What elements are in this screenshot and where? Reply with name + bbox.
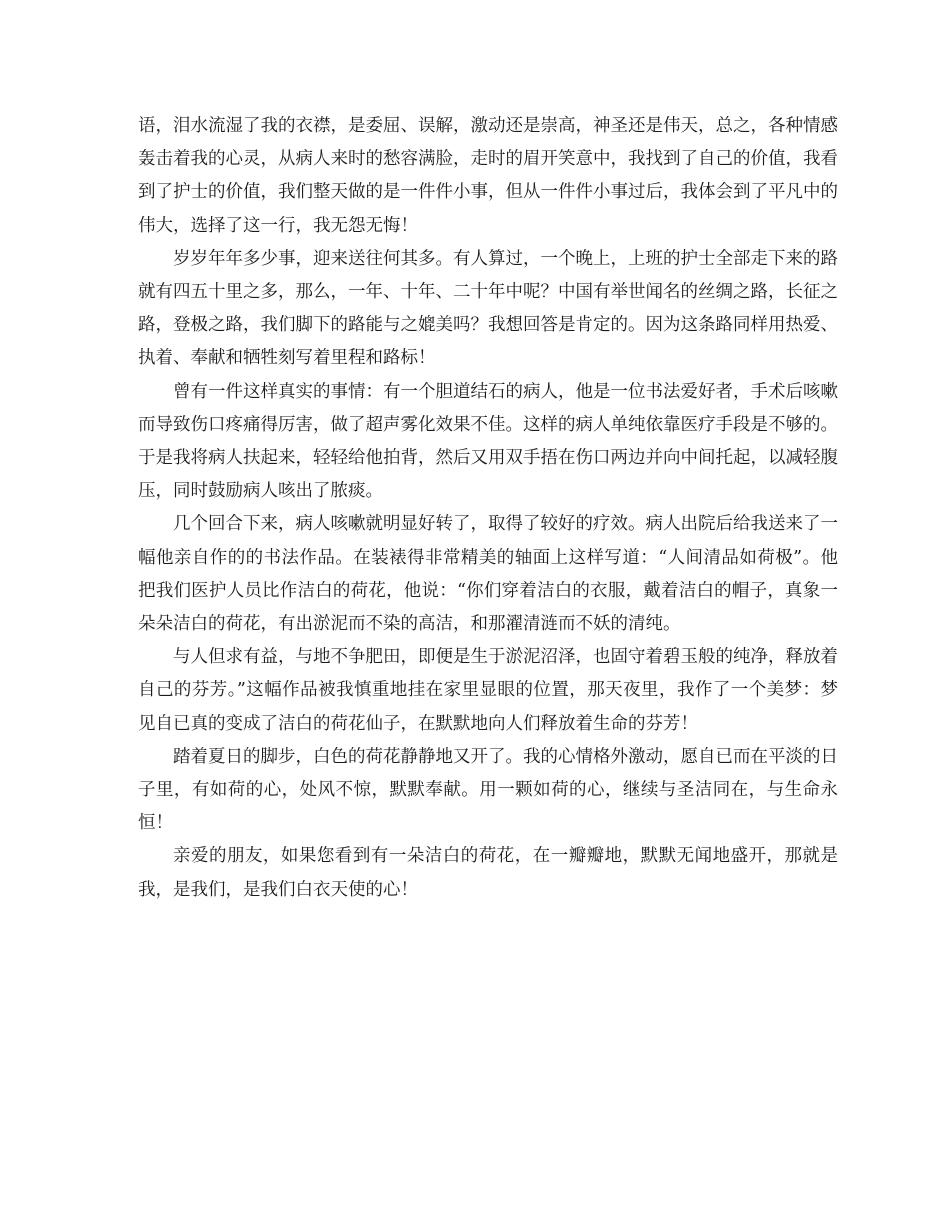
paragraph-6: 踏着夏日的脚步，白色的荷花静静地又开了。我的心情格外激动，愿自已而在平淡的日子里，有如荷的心，处风不惊，默默奉献。用一颗如荷的心，继续与圣洁同在，与生命永恒！ — [138, 746, 838, 834]
paragraph-7: 亲爱的朋友，如果您看到有一朵洁白的荷花，在一瓣瓣地，默默无闻地盛开，那就是我，是我们，是我们白衣天使的心！ — [138, 846, 838, 900]
paragraph-2: 岁岁年年多少事，迎来送往何其多。有人算过，一个晚上，上班的护士全部走下来的路就有四五十里之多，那么，一年、十年、二十年中呢？中国有举世闻名的丝绸之路，长征之路，登极之路，我们脚下的路能与之媲美吗？我想回答是肯定的。因为这条路同样用热爱、执着、奉献和牺牲刻写着里程和路标！ — [138, 248, 838, 369]
paragraph-1: 语，泪水流湿了我的衣襟，是委屈、误解，激动还是崇高，神圣还是伟天，总之，各种情感轰击着我的心灵，从病人来时的愁容满脸，走时的眉开笑意中，我找到了自己的价值，我看到了护士的价值，我们整天做的是一件件小事，但从一件件小事过后，我体会到了平凡中的伟大，选择了这一行，我无怨无悔！ — [138, 116, 838, 236]
paragraph-3: 曾有一件这样真实的事情：有一个胆道结石的病人，他是一位书法爱好者，手术后咳嗽而导致伤口疼痛得厉害，做了超声雾化效果不佳。这样的病人单纯依靠医疗手段是不够的。于是我将病人扶起来，轻轻给他拍背，然后又用双手捂在伤口两边并向中间托起，以减轻腹压，同时鼓励病人咳出了脓痰。 — [138, 381, 838, 502]
paragraph-4: 几个回合下来，病人咳嗽就明显好转了，取得了较好的疗效。病人出院后给我送来了一幅他亲自作的的书法作品。在装裱得非常精美的轴面上这样写道：“人间清品如荷极”。他把我们医护人员比作洁白的荷花，他说：“你们穿着洁白的衣服，戴着洁白的帽子，真象一朵朵洁白的荷花，有出淤泥而不染的高洁，和那濯清涟而不妖的清纯。 — [138, 514, 838, 635]
paragraph-5: 与人但求有益，与地不争肥田，即便是生于淤泥沼泽，也固守着碧玉般的纯净，释放着自己的芬芳。”这幅作品被我慎重地挂在家里显眼的位置，那天夜里，我作了一个美梦：梦见自已真的变成了洁白的荷花仙子，在默默地向人们释放着生命的芬芳！ — [138, 647, 838, 734]
document-body — [138, 110, 838, 907]
